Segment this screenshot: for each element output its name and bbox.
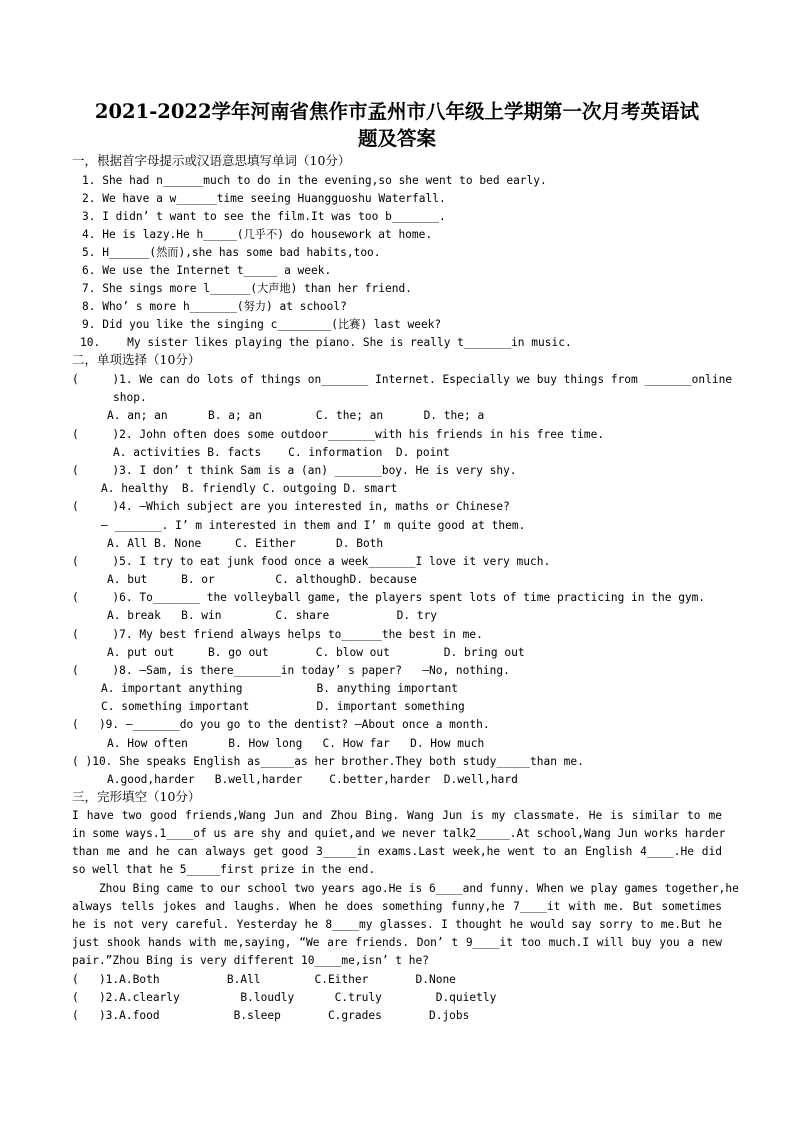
page-title-line-1: 2021-2022学年河南省焦作市孟州市八年级上学期第一次月考英语试: [94, 100, 700, 123]
question-2-1-cont: shop.: [113, 391, 147, 404]
cloze-options-1: ( )1.A.Both B.All C.Either D.None: [72, 973, 456, 986]
passage-line-5: Zhou Bing came to our school two years ago.He is 6____and funny. When we play games together,he: [72, 882, 739, 895]
options-2-1: A. an; an B. a; an C. the; an D. the; a: [107, 409, 485, 422]
question-2-8: ( )8. —Sam, is there_______in today’ s paper? —No, nothing.: [72, 664, 510, 677]
question-2-4: ( )4. —Which subject are you interested in, maths or Chinese?: [72, 500, 510, 513]
question-2-5: ( )5. I try to eat junk food once a week_______I love it very much.: [72, 555, 551, 568]
options-2-10: A.good,harder B.well,harder C.better,harder D.well,hard: [107, 773, 518, 786]
question-2-4-cont: — _______. I’ m interested in them and I’ m quite good at them.: [101, 519, 526, 532]
question-2-10: ( )10. She speaks English as_____as her brother.They both study_____than me.: [72, 755, 584, 768]
passage-line-2: in some ways.1____of us are shy and quiet,and we never talk2_____.At school,Wang Jun works harder: [72, 827, 726, 840]
question-2-9: ( )9. —_______do you go to the dentist? —About once a month.: [72, 718, 490, 731]
question-2-6: ( )6. To_______ the volleyball game, the players spent lots of time practicing in the gym.: [72, 591, 706, 604]
question-1-9: 9. Did you like the singing c________(比赛) last week?: [82, 318, 442, 331]
cloze-options-3: ( )3.A.food B.sleep C.grades D.jobs: [72, 1009, 470, 1022]
question-1-5: 5. H______(然而),she has some bad habits,too.: [82, 246, 381, 259]
question-1-6: 6. We use the Internet t_____ a week.: [82, 264, 332, 277]
options-2-7: A. put out B. go out C. blow out D. bring out: [107, 646, 525, 659]
options-2-5: A. but B. or C. althoughD. because: [107, 573, 417, 586]
section-2-heading: 二，单项选择（10分）: [72, 352, 201, 367]
passage-line-7: he is not very careful. Yesterday he 8____my glasses. I thought he would say sorry to me.But he: [72, 918, 722, 931]
passage-line-8: just shook hands with me,saying, “We are friends. Don’ t 9____it too much.I will buy you a new: [72, 936, 722, 949]
section-3-heading: 三，完形填空（10分）: [72, 789, 201, 804]
cloze-options-2: ( )2.A.clearly B.loudly C.truly D.quietly: [72, 991, 497, 1004]
passage-line-6: always tells jokes and laughs. When he does something funny,he 7____it with me. But sometimes: [72, 900, 722, 913]
question-2-2: ( )2. John often does some outdoor_______with his friends in his free time.: [72, 428, 605, 441]
question-2-3: ( )3. I don’ t think Sam is a (an) _______boy. He is very shy.: [72, 464, 517, 477]
options-2-9: A. How often B. How long C. How far D. How much: [107, 737, 485, 750]
options-2-8-cd: C. something important D. important something: [101, 700, 465, 713]
question-1-8: 8. Who’ s more h_______(努力) at school?: [82, 300, 347, 313]
page-title-line-2: 题及答案: [357, 127, 436, 150]
passage-line-3: than me and he can always get good 3_____in exams.Last week,he went to an English 4____.He did: [72, 845, 722, 858]
passage-line-1: I have two good friends,Wang Jun and Zhou Bing. Wang Jun is my classmate. He is similar to me: [72, 809, 722, 822]
question-2-7: ( )7. My best friend always helps to______the best in me.: [72, 628, 483, 641]
question-1-10: 10. My sister likes playing the piano. She is really t_______in music.: [80, 336, 572, 349]
question-1-7: 7. She sings more l______(大声地) than her friend.: [82, 282, 412, 295]
question-1-1: 1. She had n______much to do in the evening,so she went to bed early.: [82, 174, 547, 187]
options-2-3: A. healthy B. friendly C. outgoing D. smart: [101, 482, 398, 495]
options-2-6: A. break B. win C. share D. try: [107, 609, 438, 622]
section-1-heading: 一，根据首字母提示或汉语意思填写单词（10分）: [72, 153, 351, 168]
options-2-4: A. All B. None C. Either D. Both: [107, 537, 384, 550]
options-2-8-ab: A. important anything B. anything important: [101, 682, 458, 695]
question-1-2: 2. We have a w______time seeing Huangguoshu Waterfall.: [82, 192, 446, 205]
question-2-1: ( )1. We can do lots of things on_______ Internet. Especially we buy things from _______online: [72, 373, 733, 386]
passage-line-9: pair.”Zhou Bing is very different 10____me,isn’ t he?: [72, 954, 429, 967]
question-1-3: 3. I didn’ t want to see the film.It was too b_______.: [82, 210, 446, 223]
question-1-4: 4. He is lazy.He h_____(几乎不) do housework at home.: [82, 228, 433, 241]
options-2-2: A. activities B. facts C. information D. point: [113, 446, 450, 459]
passage-line-4: so well that he 5_____first prize in the end.: [72, 863, 376, 876]
